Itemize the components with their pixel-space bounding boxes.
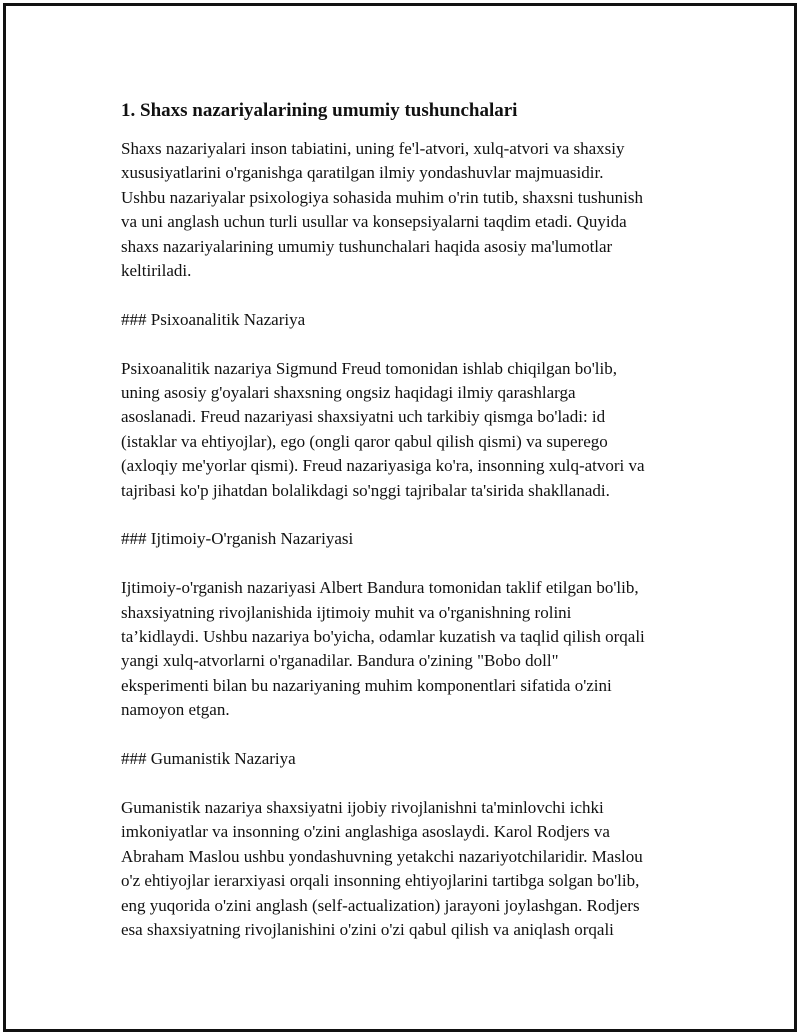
section-heading-gumanistik: ### Gumanistik Nazariya xyxy=(121,749,296,769)
section-body-psixoanalitik: Psixoanalitik nazariya Sigmund Freud tomonidan ishlab chiqilgan bo'lib, uning asosiy g'oyalari shaxsning ongsiz haqidagi ilmiy qarashlarga asoslanadi. Freud nazariyasi shaxsiyatni uch tarkibiy qismga bo'ladi: id (istaklar va ehtiyojlar), ego (ongli qaror qabul qilish qismi) va superego (axloqiy me'yorlar qismi). Freud nazariyasiga ko'ra, insonning xulq-atvori va tajribasi ko'p jihatdan bolalikdagi so'nggi tajribalar ta'sirida shakllanadi. xyxy=(121,358,645,500)
intro-paragraph: Shaxs nazariyalari inson tabiatini, uning fe'l-atvori, xulq-atvori va shaxsiy xususiyatlarini o'rganishga qaratilgan ilmiy yondashuvlar majmuasidir. Ushbu nazariyalar psixologiya sohasida muhim o'rin tutib, shaxsni tushunish va uni anglash uchun turli usullar va konsepsiyalarni taqdim etadi. Quyida shaxs nazariyalarining umumiy tushunchalari haqida asosiy ma'lumotlar keltiriladi. xyxy=(121,139,643,281)
document-title: 1. Shaxs nazariyalarining umumiy tushunchalari xyxy=(121,100,518,121)
document-body xyxy=(121,98,711,942)
section-body-gumanistik: Gumanistik nazariya shaxsiyatni ijobiy rivojlanishni ta'minlovchi ichki imkoniyatlar va insonning o'zini anglashiga asoslaydi. Karol Rodjers va Abraham Maslou ushbu yondashuvning yetakchi nazariyotchilaridir. Maslou o'z ehtiyojlar ierarxiyasi orqali insonning ehtiyojlarini tartibga solgan bo'lib, eng yuqorida o'zini anglash (self-actualization) jarayoni joylashgan. Rodjers esa shaxsiyatning rivojlanishini o'zini o'zi qabul qilish va aniqlash orqali xyxy=(121,797,643,939)
section-heading-ijtimoiy: ### Ijtimoiy-O'rganish Nazariyasi xyxy=(121,529,354,549)
section-body-ijtimoiy: Ijtimoiy-o'rganish nazariyasi Albert Bandura tomonidan taklif etilgan bo'lib, shaxsiyatning rivojlanishida ijtimoiy muhit va o'rganishning rolini ta’kidlaydi. Ushbu nazariya bo'yicha, odamlar kuzatish va taqlid qilish orqali yangi xulq-atvorlarni o'rganadilar. Bandura o'zining "Bobo doll" eksperimenti bilan bu nazariyaning muhim komponentlari sifatida o'zini namoyon etgan. xyxy=(121,578,645,720)
page-frame xyxy=(3,3,797,1032)
section-heading-psixoanalitik: ### Psixoanalitik Nazariya xyxy=(121,309,306,329)
